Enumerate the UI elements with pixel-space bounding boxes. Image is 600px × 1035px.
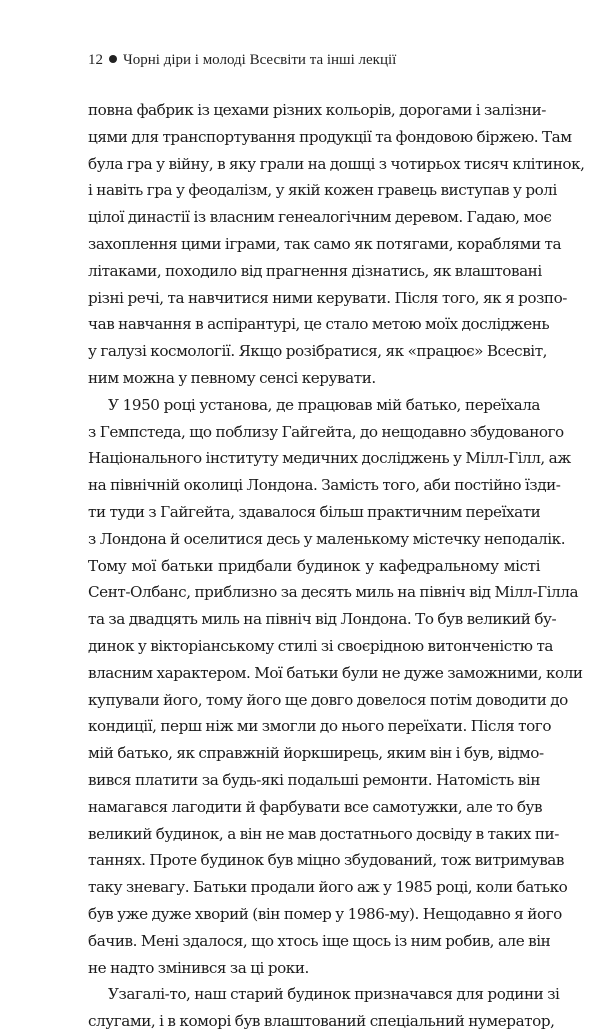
text-line: цями для транспортування продукції та фондовою біржею. Там: [88, 127, 572, 146]
text-line: з Гемпстеда, що поблизу Гайгейта, до нещодавно збудованого: [88, 422, 564, 441]
text-line: мій батько, як справжній йоркширець, яким він і був, відмо-: [88, 744, 544, 763]
text-line: та за двадцять миль на північ від Лондона. То був великий бу-: [88, 610, 557, 629]
text-line: великий будинок, а він не мав достатнього досвіду в таких пи-: [88, 824, 559, 843]
text-line: власним характером. Мої батьки були не дуже заможними, коли: [88, 663, 583, 682]
text-line: вився платити за будь-які подальші ремонти. Натомість він: [88, 770, 540, 789]
text-line: був уже дуже хворий (він помер у 1986-му). Нещодавно я його: [88, 904, 562, 923]
text-line: захоплення цими іграми, так само як потягами, кораблями та: [88, 234, 562, 253]
text-line: цілої династії із власним генеалогічним деревом. Гадаю, моє: [88, 208, 552, 227]
text-line: таннях. Проте будинок був міцно збудований, тож витримував: [88, 851, 565, 870]
text-line: слугами, і в коморі був влаштований спеціальний нумератор,: [88, 1012, 555, 1031]
text-line: купували його, тому його ще довго довелося потім доводити до: [88, 690, 568, 709]
paragraph-first-line: У 1950 році установа, де працював мій батько, переїхала: [108, 395, 540, 414]
text-line: кондиції, перш ніж ми змогли до нього переїхати. Після того: [88, 717, 552, 736]
text-line: таку зневагу. Батьки продали його аж у 1985 році, коли батько: [88, 878, 568, 897]
text-line: на північній околиці Лондона. Замість того, аби постійно їзди-: [88, 476, 561, 495]
text-line: різні речі, та навчитися ними керувати. Після того, як я розпо-: [88, 288, 567, 307]
text-line: ти туди з Гайгейта, здавалося більш практичним переїхати: [88, 502, 541, 521]
text-line: повна фабрик із цехами різних кольорів, дорогами і залізни-: [88, 101, 546, 119]
body-text: [88, 97, 585, 1035]
bullet-icon: [109, 55, 117, 63]
text-line: і навіть гра у феодалізм, у якій кожен гравець виступав у ролі: [88, 181, 557, 200]
text-line: з Лондона й оселитися десь у маленькому містечку неподалік.: [88, 529, 566, 548]
text-line: у галузі космології. Якщо розібратися, як «працює» Всесвіт,: [88, 342, 548, 361]
running-head: [88, 50, 528, 70]
text-line: бачив. Мені здалося, що хтось іще щось із ним робив, але він: [88, 931, 551, 950]
book-title: Чорні діри і молоді Всесвіти та інші лекції: [123, 52, 397, 68]
text-line: динок у вікторіанському стилі зі своєрідною витонченістю та: [88, 636, 554, 655]
text-line: чав навчання в аспірантурі, це стало метою моїх досліджень: [88, 315, 550, 334]
paragraph-first-line: Узагалі-то, наш старий будинок призначався для родини зі: [108, 985, 560, 1004]
text-line: літаками, походило від прагнення дізнатись, як влаштовані: [88, 261, 542, 280]
text-line: намагався лагодити й фарбувати все самотужки, але то був: [88, 797, 543, 816]
text-line: Тому мої батьки придбали будинок у кафедральному місті: [88, 556, 540, 575]
text-line: Національного інституту медичних досліджень у Мілл-Гілл, аж: [88, 449, 571, 468]
text-line: була гра у війну, в яку грали на дошці з чотирьох тисяч клітинок,: [88, 154, 585, 173]
paragraph-end-line: не надто змінився за ці роки.: [88, 958, 309, 977]
paragraph-end-line: ним можна у певному сенсі керувати.: [88, 368, 376, 387]
text-line: Сент-Олбанс, приблизно за десять миль на північ від Мілл-Гілла: [88, 583, 579, 602]
page-number: 12: [88, 52, 103, 68]
